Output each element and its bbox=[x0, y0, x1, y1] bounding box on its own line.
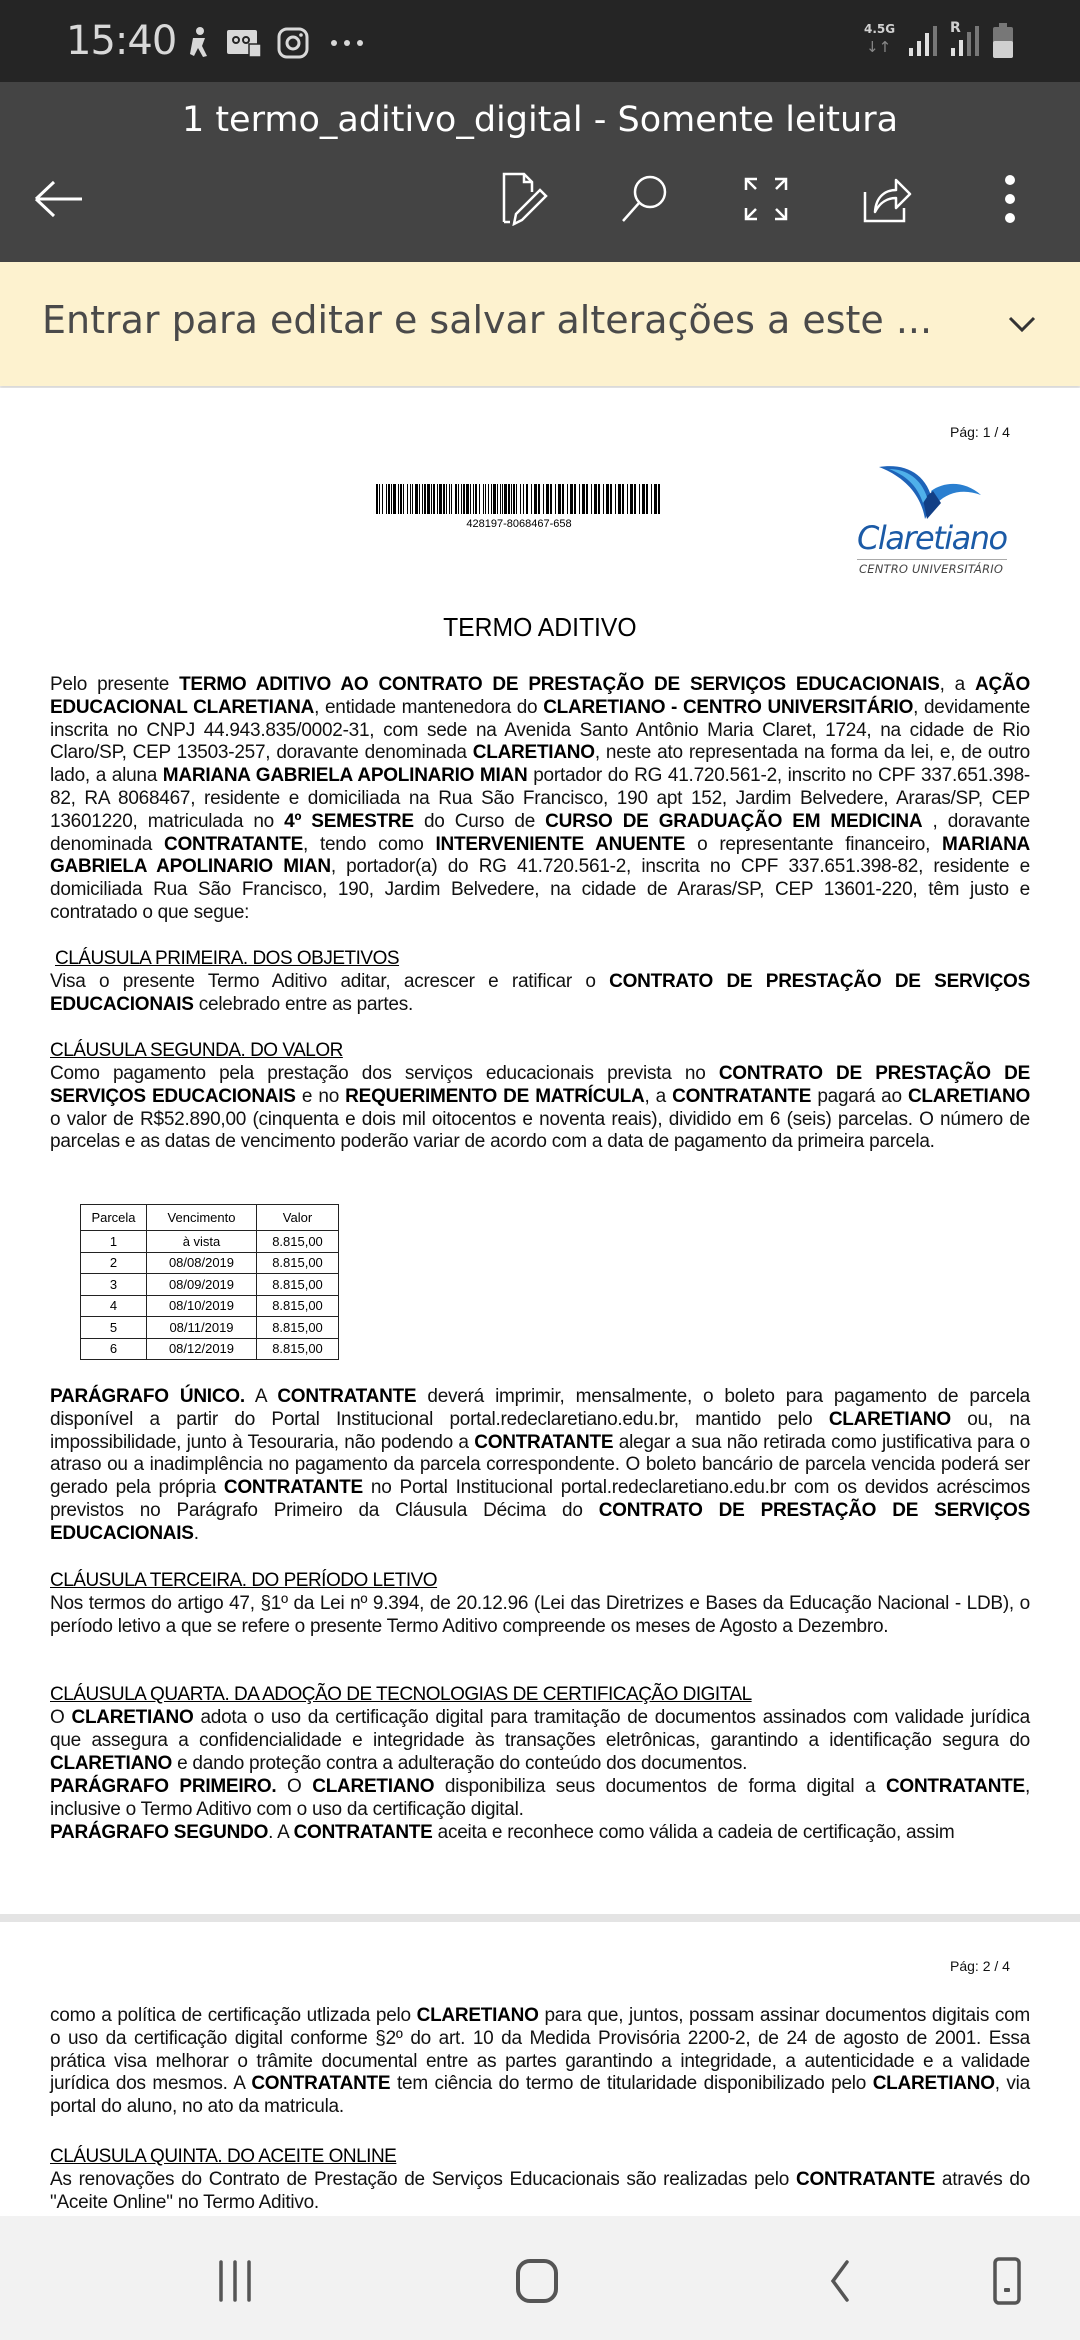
column-header-valor: Valor bbox=[257, 1205, 339, 1231]
recent-apps-icon bbox=[215, 2260, 255, 2302]
cell-parcela: 1 bbox=[81, 1231, 147, 1253]
intro-paragraph: Pelo presente TERMO ADITIVO AO CONTRATO DE PRESTAÇÃO DE SERVIÇOS EDUCACIONAIS, a AÇÃO EDUCACIONAL CLARETIANA, entidade mantenedora do CLARETIANO - CENTRO UNIVERSITÁRIO, devidamente inscrita no CNPJ 44.943.835/0002-31, com sede na Avenida Santo Antônio Maria Claret, 1724, na cidade de Rio Claro/SP, CEP 13503-257, doravante denominada CLARETIANO, neste ato representada na forma da lei, e, de outro lado, a aluna MARIANA GABRIELA APOLINARIO MIAN portador do RG 41.720.561-2, inscrito no CPF 337.651.398-82, RA 8068467, residente e domiciliada na Rua São Francisco, 190 apt 152, Jardim Belvedere, Araras/SP, CEP 13601220, matriculada no 4º SEMESTRE do Curso de CURSO DE GRADUAÇÃO EM MEDICINA , doravante denominada CONTRATANTE, tendo como INTERVENIENTE ANUENTE o representante financeiro, MARIANA GABRIELA APOLINARIO MIAN, portador(a) do RG 41.720.561-2, inscrita no CPF 337.651.398-82, residente e domiciliada Rua São Francisco, 190, Jardim Belvedere, na cidade de Araras/SP, CEP 13601-220, têm justo e contratado o que segue: bbox=[50, 674, 1031, 923]
cell-valor: 8.815,00 bbox=[257, 1295, 339, 1317]
logo-divider bbox=[857, 559, 1007, 560]
network-4.5g-icon: 4.5G ↓↑ bbox=[864, 22, 896, 56]
search-button[interactable] bbox=[610, 164, 680, 234]
cell-vencimento: 08/09/2019 bbox=[147, 1274, 257, 1296]
logo-subtitle: CENTRO UNIVERSITÁRIO bbox=[859, 562, 1004, 576]
claretiano-logo bbox=[845, 463, 1015, 575]
heading-text: TERMO ADITIVO bbox=[443, 612, 637, 642]
column-header-parcela: Parcela bbox=[81, 1205, 147, 1231]
document-heading bbox=[0, 612, 1080, 643]
paragrafo-segundo: PARÁGRAFO SEGUNDO. A CONTRATANTE aceita e reconhece como válida a cadeia de certificação, assim bbox=[50, 1822, 955, 1843]
more-notifications-icon bbox=[329, 38, 369, 48]
page-number-2: Pág: 2 / 4 bbox=[950, 1958, 1010, 1974]
cell-parcela: 4 bbox=[81, 1295, 147, 1317]
roaming-label: R bbox=[950, 20, 961, 36]
cell-valor: 8.815,00 bbox=[257, 1338, 339, 1360]
paragrafo-primeiro: PARÁGRAFO PRIMEIRO. O CLARETIANO disponibiliza seus documentos de forma digital a CONTRATANTE, inclusive o Termo Aditivo com o uso da certificação digital. bbox=[50, 1776, 1030, 1820]
table-row bbox=[81, 1252, 339, 1274]
cell-vencimento: 08/10/2019 bbox=[147, 1295, 257, 1317]
cell-parcela: 3 bbox=[81, 1274, 147, 1296]
clause-4-body: O CLARETIANO adota o uso da certificação digital para tramitação de documentos assinados com validade jurídica que assegura a confidencialidade e integridade às transações eletrônicas, garantindo a identificação segura do CLARETIANO e dando proteção contra a adulteração do conteúdo dos documentos. bbox=[50, 1707, 1030, 1774]
system-status-icons bbox=[864, 22, 1014, 60]
recent-apps-button[interactable] bbox=[200, 2246, 270, 2316]
system-navigation-bar bbox=[0, 2216, 1080, 2340]
banner-expand-button[interactable] bbox=[1002, 304, 1042, 344]
column-header-vencimento: Vencimento bbox=[147, 1205, 257, 1231]
back-chevron-icon bbox=[825, 2259, 855, 2303]
cell-parcela: 2 bbox=[81, 1252, 147, 1274]
table-row bbox=[81, 1274, 339, 1296]
page-2-continuation: como a política de certificação utlizada pelo CLARETIANO para que, juntos, possam assinar documentos digitais com o uso da certificação digital conforme §2º do art. 10 da Medida Provisória 2200-2, de 24 de agosto de 2001. Essa prática visa melhorar o trâmite documental entre as partes garantindo a integridade, a autenticidade e a validade jurídica dos mesmos. A CONTRATANTE tem ciência do termo de titularidade disponibilizado pelo CLARETIANO, via portal do aluno, no ato da matricula. bbox=[50, 2005, 1030, 2118]
more-options-button[interactable] bbox=[975, 164, 1045, 234]
chevron-down-icon bbox=[1002, 304, 1042, 344]
notification-icons bbox=[185, 26, 369, 60]
cell-vencimento: 08/08/2019 bbox=[147, 1252, 257, 1274]
page-number-1: Pág: 1 / 4 bbox=[950, 424, 1010, 440]
table-row bbox=[81, 1231, 339, 1253]
clause-3-body: Nos termos do artigo 47, §1º da Lei nº 9.394, de 20.12.96 (Lei das Diretrizes e Bases da Educação Nacional - LDB), o período letivo a que se refere o presente Termo Aditivo compreende os meses de Agosto a Dezembro. bbox=[50, 1593, 1030, 1637]
status-time: 15:40 bbox=[66, 18, 177, 64]
cell-parcela: 6 bbox=[81, 1338, 147, 1360]
barcode bbox=[376, 484, 662, 514]
back-button[interactable] bbox=[24, 164, 94, 234]
clause-1-body: Visa o presente Termo Aditivo aditar, acrescer e ratificar o CONTRATO DE PRESTAÇÃO DE SERVIÇOS EDUCACIONAIS celebrado entre as partes. bbox=[50, 971, 1031, 1015]
barcode-number: 428197-8068467-658 bbox=[466, 518, 572, 530]
paragrafo-unico: PARÁGRAFO ÚNICO. A CONTRATANTE deverá imprimir, mensalmente, o boleto para pagamento de parcela disponível a partir do Portal Institucional portal.redeclaretiano.edu.br, mantido pelo CLARETIANO ou, na impossibilidade, junto à Tesouraria, não podendo a CONTRATANTE alegar a sua não retirada como justificativa para o atraso ou a inadimplência no pagamento da parcela correspondente. O boleto bancário de parcela vencida poderá ser gerado pela própria CONTRATANTE no Portal Institucional portal.redeclaretiano.edu.br com os devidos acréscimos previstos no Parágrafo Primeiro da Cláusula Décima do CONTRATO DE PRESTAÇÃO DE SERVIÇOS EDUCACIONAIS. bbox=[50, 1386, 1031, 1544]
table-header-row bbox=[81, 1205, 339, 1231]
document-title: 1 termo_aditivo_digital - Somente leitura bbox=[181, 100, 899, 140]
phone-portrait-icon bbox=[992, 2256, 1022, 2306]
keyboard-toggle-button[interactable] bbox=[972, 2246, 1042, 2316]
edit-button[interactable] bbox=[490, 164, 560, 234]
cell-valor: 8.815,00 bbox=[257, 1274, 339, 1296]
sign-in-banner[interactable] bbox=[0, 262, 1080, 386]
page-separator bbox=[0, 1914, 1080, 1922]
expand-icon bbox=[743, 176, 789, 222]
logo-wordmark: Claretiano bbox=[857, 519, 1007, 557]
clause-5-title: CLÁUSULA QUINTA. DO ACEITE ONLINE bbox=[50, 2146, 397, 2167]
document-viewer[interactable] bbox=[0, 388, 1080, 2216]
share-icon bbox=[862, 174, 912, 224]
edit-document-icon bbox=[500, 172, 550, 226]
fullscreen-button[interactable] bbox=[731, 164, 801, 234]
clause-5-body: As renovações do Contrato de Prestação de Serviços Educacionais são realizadas pelo CONTRATANTE através do "Aceite Online" no Termo Aditivo. bbox=[50, 2169, 1030, 2213]
installments-table bbox=[80, 1204, 339, 1360]
network-label: 4.5G bbox=[864, 22, 896, 36]
battery-icon bbox=[992, 23, 1014, 59]
back-nav-button[interactable] bbox=[805, 2246, 875, 2316]
home-button[interactable] bbox=[502, 2246, 572, 2316]
signal-icon bbox=[908, 24, 938, 58]
share-button[interactable] bbox=[852, 164, 922, 234]
search-icon bbox=[620, 174, 670, 224]
sign-in-banner-text[interactable]: Entrar para editar e salvar alterações a este ... bbox=[42, 298, 933, 342]
cell-vencimento: 08/12/2019 bbox=[147, 1338, 257, 1360]
accessibility-icon bbox=[185, 26, 213, 60]
clause-3-title: CLÁUSULA TERCEIRA. DO PERÍODO LETIVO bbox=[50, 1570, 438, 1591]
clause-2-body: Como pagamento pela prestação dos serviços educacionais prevista no CONTRATO DE PRESTAÇÃO DE SERVIÇOS EDUCACIONAIS e no REQUERIMENTO DE MATRÍCULA, a CONTRATANTE pagará ao CLARETIANO o valor de R$52.890,00 (cinquenta e dois mil oitocentos e noventa reais), dividido em 6 (seis) parcelas. O número de parcelas e as datas de vencimento poderão variar de acordo com a data de pagamento da primeira parcela. bbox=[50, 1063, 1031, 1153]
cell-vencimento: 08/11/2019 bbox=[147, 1317, 257, 1339]
clause-4-title: CLÁUSULA QUARTA. DA ADOÇÃO DE TECNOLOGIAS DE CERTIFICAÇÃO DIGITAL bbox=[50, 1684, 752, 1705]
roaming-signal-icon bbox=[950, 22, 980, 60]
cell-valor: 8.815,00 bbox=[257, 1231, 339, 1253]
table-row bbox=[81, 1295, 339, 1317]
home-icon bbox=[515, 2258, 559, 2304]
voicemail-icon bbox=[227, 28, 263, 58]
more-vertical-icon bbox=[1003, 174, 1017, 224]
app-header bbox=[0, 82, 1080, 262]
status-bar bbox=[0, 0, 1080, 82]
table-row bbox=[81, 1338, 339, 1360]
cell-valor: 8.815,00 bbox=[257, 1252, 339, 1274]
cell-valor: 8.815,00 bbox=[257, 1317, 339, 1339]
table-row bbox=[81, 1317, 339, 1339]
instagram-icon bbox=[277, 27, 309, 59]
bird-logo-icon bbox=[875, 463, 985, 521]
cell-parcela: 5 bbox=[81, 1317, 147, 1339]
cell-vencimento: à vista bbox=[147, 1231, 257, 1253]
clause-2-title: CLÁUSULA SEGUNDA. DO VALOR bbox=[50, 1040, 343, 1061]
clause-1-title: CLÁUSULA PRIMEIRA. DOS OBJETIVOS bbox=[55, 948, 400, 969]
arrow-left-icon bbox=[32, 179, 86, 219]
